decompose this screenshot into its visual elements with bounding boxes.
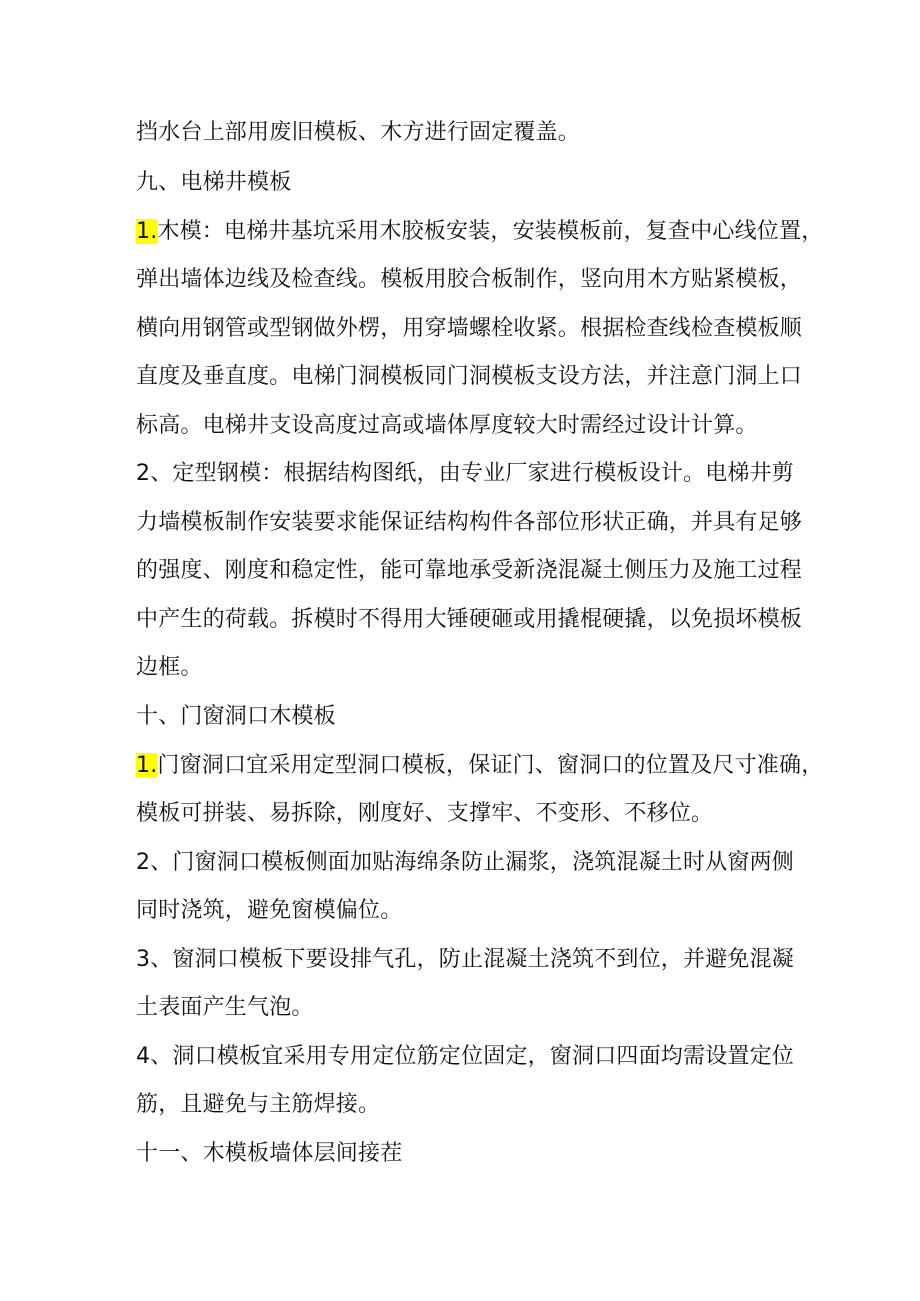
- text-line: 2、门窗洞口模板侧面加贴海绵条防止漏浆，浇筑混凝土时从窗两侧: [136, 850, 794, 875]
- text-line: 同时浇筑，避免窗模偏位。: [136, 898, 403, 923]
- highlighted-list-marker: 1.: [136, 219, 158, 244]
- text-line: 直度及垂直度。电梯门洞模板同门洞模板支设方法，并注意门洞上口: [136, 364, 803, 389]
- text-line: 力墙模板制作安装要求能保证结构构件各部位形状正确，并具有足够: [136, 510, 803, 535]
- text-line: 标高。电梯井支设高度过高或墙体厚度较大时需经过设计计算。: [136, 413, 758, 438]
- text-line: 1.门窗洞口宜采用定型洞口模板，保证门、窗洞口的位置及尺寸准确，: [136, 753, 824, 778]
- text-line: 横向用钢管或型钢做外楞，用穿墙螺栓收紧。根据检查线检查模板顺: [136, 316, 803, 341]
- text-line: 模板可拼装、易拆除，刚度好、支撑牢、不变形、不移位。: [136, 801, 714, 826]
- text-line: 3、窗洞口模板下要设排气孔，防止混凝土浇筑不到位，并避免混凝: [136, 947, 794, 972]
- highlighted-list-marker: 1.: [136, 753, 158, 778]
- text-line: 2、定型钢模：根据结构图纸，由专业厂家进行模板设计。电梯井剪: [136, 461, 794, 486]
- section-heading: 十、门窗洞口木模板: [136, 704, 336, 729]
- text-line: 1.木模：电梯井基坑采用木胶板安装，安装模板前，复查中心线位置，: [136, 219, 824, 244]
- section-heading: 九、电梯井模板: [136, 170, 292, 195]
- section-heading: 十一、木模板墙体层间接茬: [136, 1141, 403, 1166]
- text-line: 土表面产生气泡。: [136, 995, 314, 1020]
- text-line: 边框。: [136, 655, 203, 680]
- text-line: 筋，且避免与主筋焊接。: [136, 1092, 381, 1117]
- text-line: 挡水台上部用废旧模板、木方进行固定覆盖。: [136, 120, 581, 145]
- text-line: 中产生的荷载。拆模时不得用大锤硬砸或用撬棍硬撬，以免损坏模板: [136, 607, 803, 632]
- text-line: 4、洞口模板宜采用专用定位筋定位固定，窗洞口四面均需设置定位: [136, 1044, 794, 1069]
- text-line: 弹出墙体边线及检查线。模板用胶合板制作，竖向用木方贴紧模板，: [136, 267, 803, 292]
- text-line: 的强度、刚度和稳定性，能可靠地承受新浇混凝土侧压力及施工过程: [136, 558, 803, 583]
